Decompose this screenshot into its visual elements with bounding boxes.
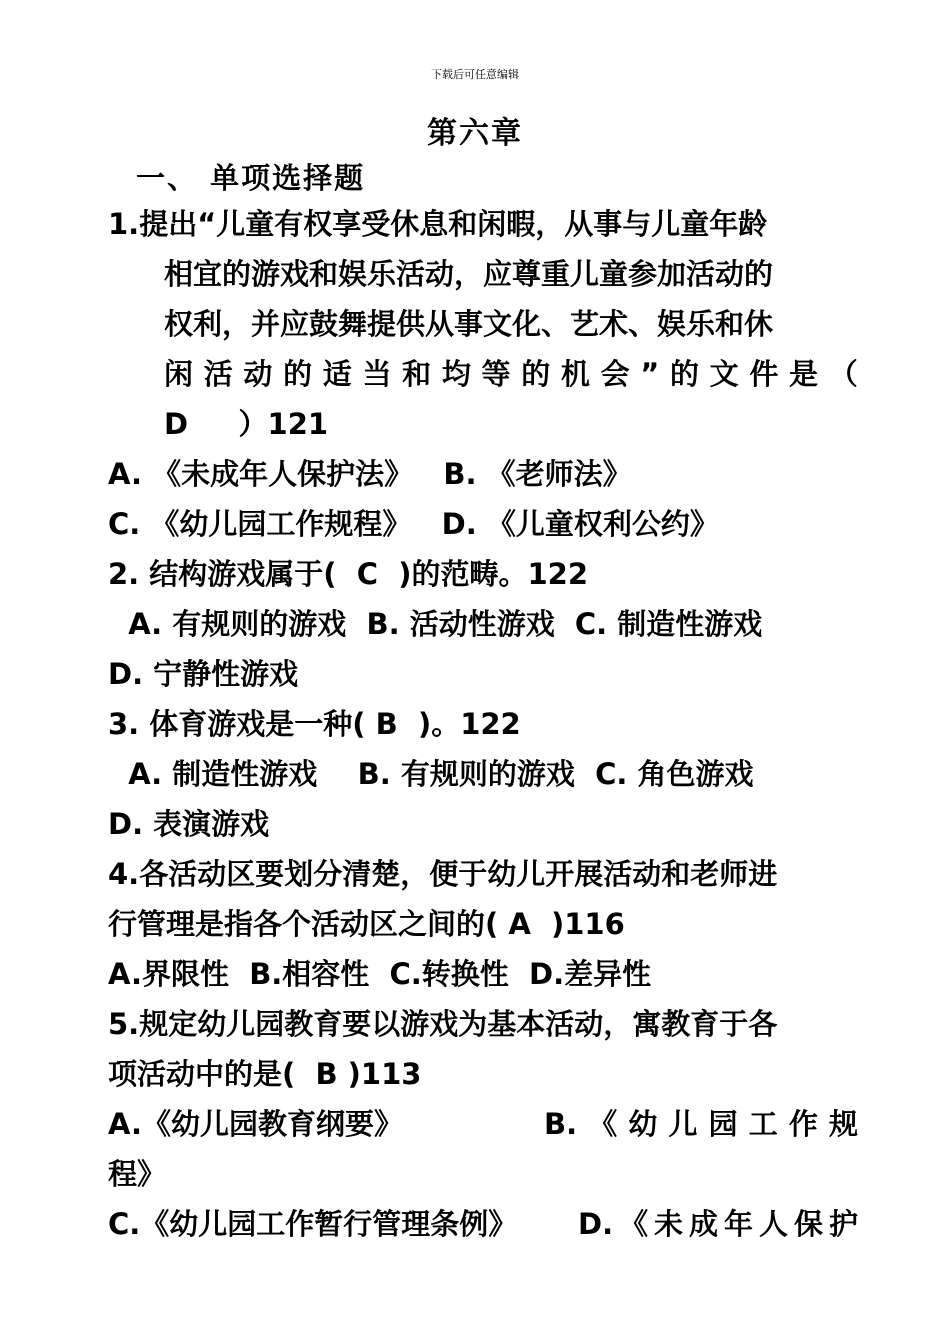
q1-line-1: 1.提出“儿童有权享受休息和闲暇，从事与儿童年龄 [108,207,768,241]
q1-line-3: 权利，并应鼓舞提供从事文化、艺术、娱乐和休 [164,307,774,341]
q5-option-b-char: 儿 [668,1107,698,1141]
q2-options-abc: A. 有规则的游戏 B. 活动性游戏 C. 制造性游戏 [108,607,763,641]
q5-option-b-char: 工 [748,1107,778,1141]
q5-option-c: C.《幼儿园工作暂行管理条例》 [108,1207,518,1241]
q5-line-1: 5.规定幼儿园教育要以游戏为基本活动，寓教育于各 [108,1007,778,1041]
q5-option-d-char: 护 [828,1207,858,1241]
q1-options-cd: C. 《幼儿园工作规程》 D. 《儿童权利公约》 [108,507,719,541]
q1-line-4-char: 均 [441,357,471,391]
q1-line-4-char: 当 [362,357,392,391]
chapter-title: 第六章 [427,116,523,151]
q1-line-4-char: 的 [283,357,313,391]
header-note: 下载后可任意编辑 [431,68,519,81]
q1-line-4 [164,356,858,392]
q5-option-d-char: 保 [793,1207,823,1241]
q4-line-2: 行管理是指各个活动区之间的( A )116 [108,907,625,941]
q5-option-d-char: 未 [654,1207,684,1241]
q5-option-b-char: B. [544,1107,578,1141]
q5-option-b-char: 《 [588,1107,618,1141]
q1-line-2: 相宜的游戏和娱乐活动，应尊重儿童参加活动的 [164,257,774,291]
q3-options-abc: A. 制造性游戏 B. 有规则的游戏 C. 角色游戏 [108,757,754,791]
q2-stem: 2. 结构游戏属于( C )的范畴。122 [108,557,589,591]
q1-line-5: D ）121 [164,407,329,441]
q3-stem: 3. 体育游戏是一种( B )。122 [108,707,521,741]
q5-line-2: 项活动中的是( B )113 [108,1057,422,1091]
q5-option-b-char: 规 [828,1107,858,1141]
q5-option-b-continued: 程》 [108,1157,167,1191]
q3-option-d: D. 表演游戏 [108,807,270,841]
q1-line-4-char: 件 [749,357,779,391]
q1-line-4-char: 是 [789,357,819,391]
q5-option-b-char: 园 [708,1107,738,1141]
q1-line-4-char: 等 [481,357,511,391]
q1-line-4-char: 文 [709,357,739,391]
q1-line-4-char: 和 [402,357,432,391]
q1-line-4-char: 会 [600,357,630,391]
q1-options-ab: A. 《未成年人保护法》 B. 《老师法》 [108,457,632,491]
q2-option-d: D. 宁静性游戏 [108,657,299,691]
q5-option-b [544,1106,858,1142]
q5-option-d [578,1206,858,1242]
q1-line-4-char: 闲 [164,357,194,391]
q5-option-d-char: 人 [759,1207,789,1241]
q1-line-4-char: 活 [203,357,233,391]
q4-line-1: 4.各活动区要划分清楚，便于幼儿开展活动和老师进 [108,857,778,891]
q5-option-d-char: 成 [689,1207,719,1241]
q4-options: A.界限性 B.相容性 C.转换性 D.差异性 [108,957,652,991]
section-title: 一、 单项选择题 [136,161,366,195]
q1-line-4-char: 适 [322,357,352,391]
q1-line-4-char: 的 [669,357,699,391]
q5-option-d-char: D. [578,1207,614,1241]
q1-line-4-char: ” [640,357,660,391]
q1-line-4-char: 动 [243,357,273,391]
q5-option-b-char: 作 [788,1107,818,1141]
q1-line-4-char: 机 [560,357,590,391]
q5-option-d-char: 年 [724,1207,754,1241]
q1-line-4-char: 的 [521,357,551,391]
q5-option-d-char: 《 [619,1207,649,1241]
q5-option-b-char: 幼 [628,1107,658,1141]
q5-option-a: A.《幼儿园教育纲要》 [108,1107,403,1141]
q1-line-4-char: （ [828,357,858,391]
